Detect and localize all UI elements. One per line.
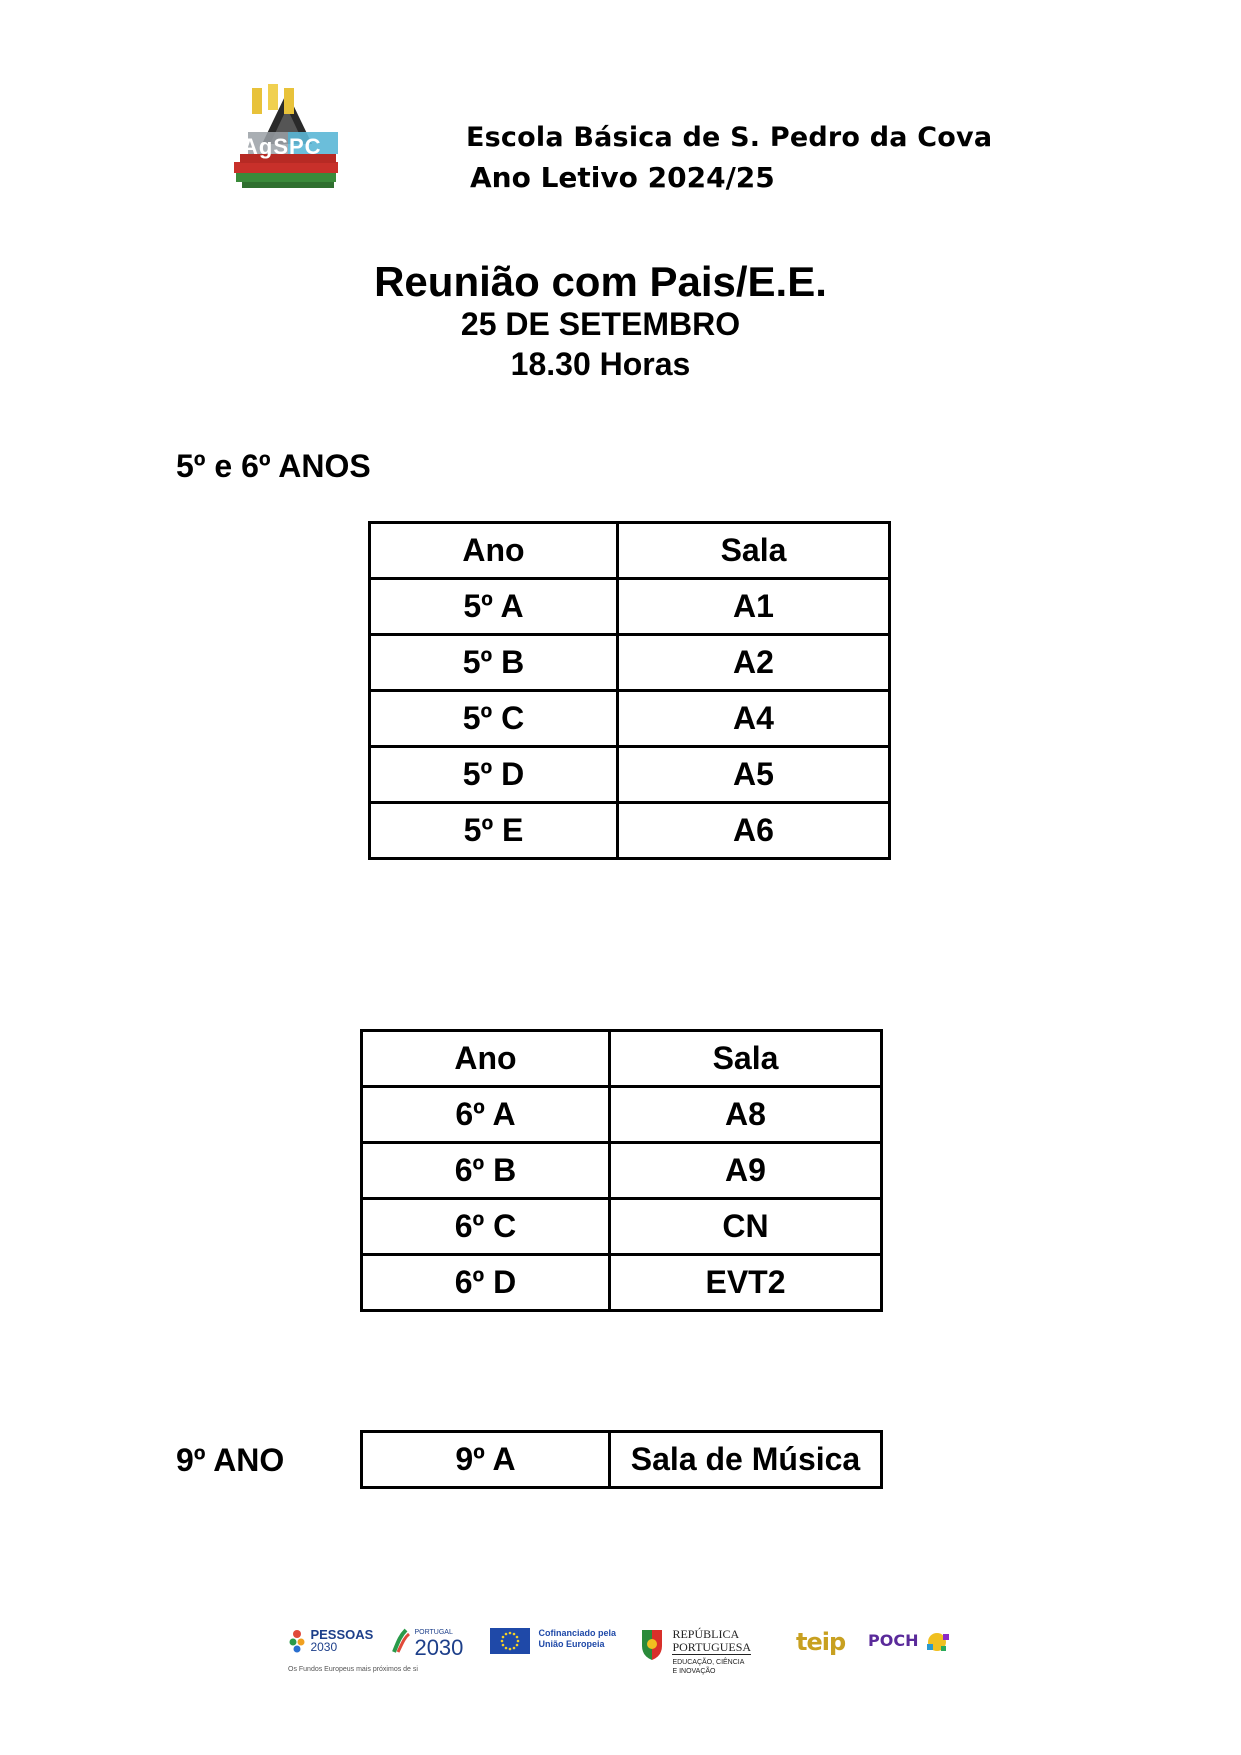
school-logo — [232, 84, 352, 192]
republica-line-1: REPÚBLICA — [672, 1627, 740, 1641]
portugal-2030-logo — [392, 1628, 463, 1658]
cofinanciado-line-1: Cofinanciado pela — [538, 1628, 616, 1638]
cell-sala: A9 — [610, 1143, 882, 1199]
cell-ano: 5º B — [370, 635, 618, 691]
eu-flag-icon — [490, 1628, 530, 1654]
poch-label: POCH — [868, 1631, 919, 1651]
table-row — [370, 747, 890, 803]
school-year: Ano Letivo 2024/25 — [470, 161, 775, 194]
table-row — [370, 803, 890, 859]
republica-emblem-icon — [640, 1628, 664, 1662]
pessoas-tagline: Os Fundos Europeus mais próximos de si — [288, 1666, 418, 1673]
table-row — [362, 1432, 882, 1488]
poch-graphic-icon — [923, 1630, 953, 1654]
header-sala: Sala — [610, 1031, 882, 1087]
table-row — [362, 1199, 882, 1255]
cell-ano: 6º B — [362, 1143, 610, 1199]
footer-logos — [0, 1628, 1241, 1688]
table-row — [362, 1255, 882, 1311]
meeting-title: Reunião com Pais/E.E. — [374, 258, 827, 305]
logo-text: AgSPC — [242, 134, 322, 159]
table-row — [370, 691, 890, 747]
portugal-flag-icon — [392, 1628, 410, 1654]
cell-sala: CN — [610, 1199, 882, 1255]
table-6-ano — [360, 1029, 883, 1312]
cell-ano: 6º D — [362, 1255, 610, 1311]
republica-line-4: E INOVAÇÃO — [672, 1668, 716, 1675]
portugal-label: PORTUGAL — [414, 1629, 453, 1636]
cell-ano: 6º A — [362, 1087, 610, 1143]
republica-line-2: PORTUGUESA — [672, 1640, 752, 1654]
cell-sala: EVT2 — [610, 1255, 882, 1311]
cell-ano: 5º D — [370, 747, 618, 803]
poch-logo — [868, 1630, 953, 1654]
portugal-year: 2030 — [414, 1635, 464, 1660]
table-header-row — [370, 523, 890, 579]
cell-ano: 5º A — [370, 579, 618, 635]
header-ano: Ano — [362, 1031, 610, 1087]
table-5-ano — [368, 521, 891, 860]
cell-sala: A6 — [618, 803, 890, 859]
cell-sala: A8 — [610, 1087, 882, 1143]
republica-line-3: EDUCAÇÃO, CIÊNCIA — [672, 1659, 745, 1666]
table-row — [370, 635, 890, 691]
pessoas-year: 2030 — [310, 1640, 338, 1654]
cell-sala: Sala de Música — [610, 1432, 882, 1488]
section-heading-9: 9º ANO — [176, 1442, 285, 1478]
cofinanciado-line-2: União Europeia — [538, 1639, 605, 1649]
school-name: Escola Básica de S. Pedro da Cova — [466, 122, 993, 153]
teip-logo — [796, 1628, 845, 1656]
cell-ano: 6º C — [362, 1199, 610, 1255]
cell-ano: 5º C — [370, 691, 618, 747]
pessoas-icon — [288, 1628, 306, 1654]
table-row — [362, 1087, 882, 1143]
cell-sala: A5 — [618, 747, 890, 803]
republica-portuguesa-logo — [640, 1628, 751, 1676]
header-ano: Ano — [370, 523, 618, 579]
table-row — [362, 1143, 882, 1199]
table-row — [370, 579, 890, 635]
table-9-ano — [360, 1430, 883, 1489]
table-header-row — [362, 1031, 882, 1087]
cell-sala: A1 — [618, 579, 890, 635]
header-sala: Sala — [618, 523, 890, 579]
cell-sala: A2 — [618, 635, 890, 691]
cell-sala: A4 — [618, 691, 890, 747]
section-heading-5-6: 5º e 6º ANOS — [176, 448, 371, 484]
meeting-date: 25 DE SETEMBRO — [460, 306, 741, 342]
cell-ano: 5º E — [370, 803, 618, 859]
meeting-time: 18.30 Horas — [510, 346, 691, 382]
cell-ano: 9º A — [362, 1432, 610, 1488]
pessoas-label: PESSOAS — [310, 1627, 374, 1642]
teip-label: teip — [796, 1628, 846, 1656]
eu-cofinanced-logo — [490, 1628, 616, 1654]
